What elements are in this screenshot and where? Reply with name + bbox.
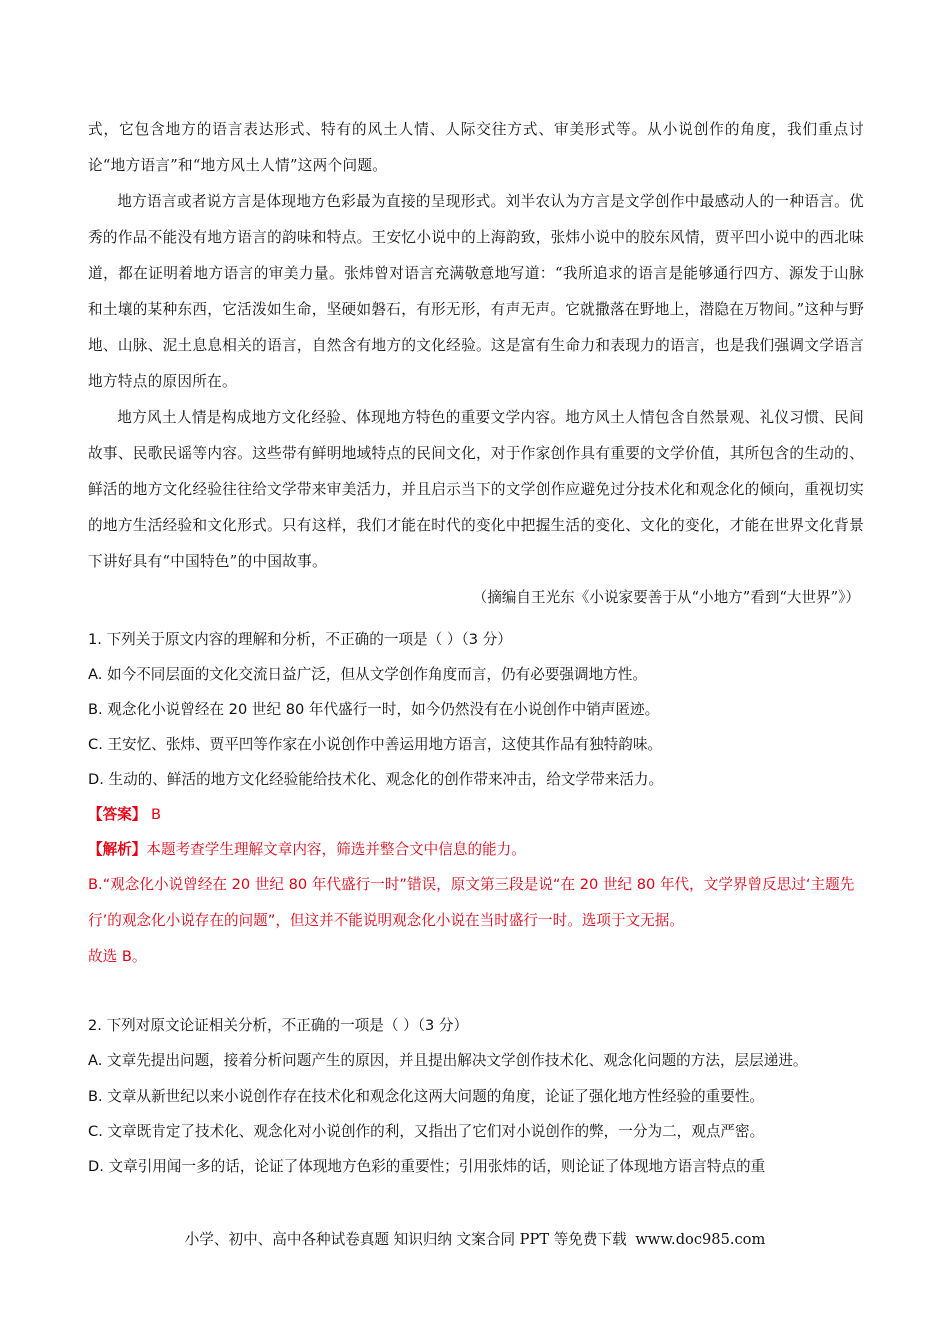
passage-source: （摘编自王光东《小说家要善于从“小地方”看到“大世界”》） xyxy=(472,589,860,606)
analysis-tag: 【解析】 xyxy=(88,841,147,858)
question-1-option-d: D. 生动的、鲜活的地方文化经验能给技术化、观念化的创作带来冲击，给文学带来活力。 xyxy=(88,771,664,788)
question-1-answer xyxy=(88,797,864,832)
passage-paragraph-2: 地方语言或者说方言是体现地方色彩最为直接的呈现形式。刘半农认为方言是文学创作中最感动人的一种语言。优秀的作品不能没有地方语言的韵味和特点。王安忆小说中的上海韵致，张炜小说中的胶东风情，贾平凹小说中的西北味道，都在证明着地方语言的审美力量。张炜曾对语言充满敬意地写道：“我所追求的语言是能够通行四方、源发于山脉和土壤的某种东西，它活泼如生命，坚硬如磐石，有形无形，有声无声。它就撒落在野地上，潜隐在万物间。”这种与野地、山脉、泥土息息相关的语言，自然含有地方的文化经验。这是富有生命力和表现力的语言，也是我们强调文学语言地方特点的原因所在。 xyxy=(88,193,864,390)
question-2 xyxy=(88,1008,864,1184)
question-1-option-b: B. 观念化小说曾经在 20 世纪 80 年代盛行一时，如今仍然没有在小说创作中销声匿迹。 xyxy=(88,701,660,718)
footer-text: 小学、初中、高中各种试卷真题 知识归纳 文案合同 PPT 等免费下载 xyxy=(184,1231,627,1248)
page-footer xyxy=(0,1228,950,1249)
question-1-option-a: A. 如今不同层面的文化交流日益广泛，但从文学创作角度而言，仍有必要强调地方性。 xyxy=(88,666,647,683)
passage-paragraph-3: 地方风土人情是构成地方文化经验、体现地方特色的重要文学内容。地方风土人情包含自然景观、礼仪习惯、民间故事、民歌民谣等内容。这些带有鲜明地域特点的民间文化，对于作家创作具有重要的文学价值，其所包含的生动的、鲜活的地方文化经验往往给文学带来审美活力，并且启示当下的文学创作应避免过分技术化和观念化的倾向，重视切实的地方生活经验和文化形式。只有这样，我们才能在时代的变化中把握生活的变化、文化的变化，才能在世界文化背景下讲好具有“中国特色”的中国故事。 xyxy=(88,409,864,570)
question-1 xyxy=(88,622,864,974)
analysis-text: 本题考查学生理解文章内容，筛选并整合文中信息的能力。 xyxy=(146,841,526,858)
question-2-option-d: D. 文章引用闻一多的话，论证了体现地方色彩的重要性；引用张炜的话，则论证了体现地方语言特点的重 xyxy=(88,1158,766,1175)
question-2-option-c: C. 文章既肯定了技术化、观念化对小说创作的利，又指出了它们对小说创作的弊，一分为二，观点严密。 xyxy=(88,1123,765,1140)
question-1-conclusion: 故选 B。 xyxy=(88,948,147,965)
passage xyxy=(88,112,864,616)
passage-paragraph-1: 式，它包含地方的语言表达形式、特有的风土人情、人际交往方式、审美形式等。从小说创作的角度，我们重点讨论“地方语言”和“地方风土人情”这两个问题。 xyxy=(88,121,864,174)
footer-url[interactable]: www.doc985.com xyxy=(635,1231,766,1248)
question-2-option-b: B. 文章从新世纪以来小说创作存在技术化和观念化这两大问题的角度，论证了强化地方性经验的重要性。 xyxy=(88,1088,765,1105)
question-2-stem: 2. 下列对原文论证相关分析，不正确的一项是（ ）（3 分） xyxy=(88,1017,469,1034)
question-2-option-a: A. 文章先提出问题，接着分析问题产生的原因，并且提出解决文学创作技术化、观念化问题的方法，层层递进。 xyxy=(88,1052,808,1069)
question-1-analysis-detail: B.“观念化小说曾经在 20 世纪 80 年代盛行一时”错误，原文第三段是说“在 20 世纪 80 年代，文学界曾反思过‘主题先行’的观念化小说存在的问题”，但这并不能说明观念化小说在当时盛行一时。选项于文无据。 xyxy=(88,876,855,929)
question-1-stem: 1. 下列关于原文内容的理解和分析，不正确的一项是（ ）（3 分） xyxy=(88,631,512,648)
answer-tag: 【答案】 xyxy=(88,806,147,823)
question-1-analysis xyxy=(88,832,864,867)
question-1-option-c: C. 王安忆、张炜、贾平凹等作家在小说创作中善运用地方语言，这使其作品有独特韵味。 xyxy=(88,736,663,753)
answer-value: B xyxy=(146,806,162,823)
